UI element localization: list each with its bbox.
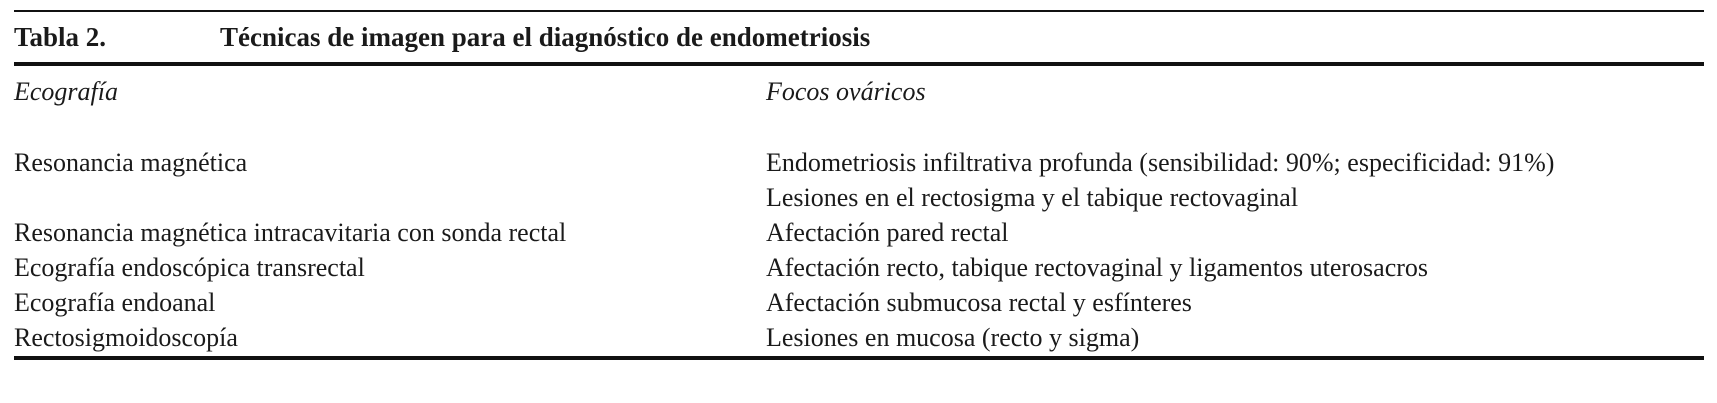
finding-cell: Afectación recto, tabique rectovaginal y ligamentos uterosacros xyxy=(766,253,1429,282)
table-row xyxy=(14,145,1704,180)
table-row xyxy=(14,180,1704,215)
finding-cell: Endometriosis infiltrativa profunda (sensibilidad: 90%; especificidad: 91%) xyxy=(766,148,1555,177)
row-spacer xyxy=(14,109,1704,145)
table-row xyxy=(14,215,1704,250)
table-row xyxy=(14,320,1704,355)
table-row xyxy=(14,285,1704,320)
table-row xyxy=(14,74,1704,109)
technique-cell: Ecografía xyxy=(14,77,118,106)
finding-cell: Focos ováricos xyxy=(766,77,926,106)
table-caption xyxy=(14,12,1704,62)
technique-cell xyxy=(14,180,766,215)
finding-cell: Lesiones en mucosa (recto y sigma) xyxy=(766,323,1140,352)
finding-cell: Lesiones en el rectosigma y el tabique rectovaginal xyxy=(766,183,1299,212)
imaging-techniques-table xyxy=(14,10,1704,360)
technique-cell: Rectosigmoidoscopía xyxy=(14,323,238,352)
table-bottom-rule xyxy=(14,356,1704,360)
technique-cell: Ecografía endoscópica transrectal xyxy=(14,253,365,282)
table-body xyxy=(14,66,1704,355)
table-row xyxy=(14,250,1704,285)
technique-cell: Resonancia magnética intracavitaria con sonda rectal xyxy=(14,218,567,247)
table-label: Tabla 2. xyxy=(14,21,107,52)
finding-cell: Afectación pared rectal xyxy=(766,218,1009,247)
table-title: Técnicas de imagen para el diagnóstico de endometriosis xyxy=(220,21,871,52)
technique-cell: Resonancia magnética xyxy=(14,148,248,177)
finding-cell: Afectación submucosa rectal y esfínteres xyxy=(766,288,1192,317)
technique-cell: Ecografía endoanal xyxy=(14,288,216,317)
